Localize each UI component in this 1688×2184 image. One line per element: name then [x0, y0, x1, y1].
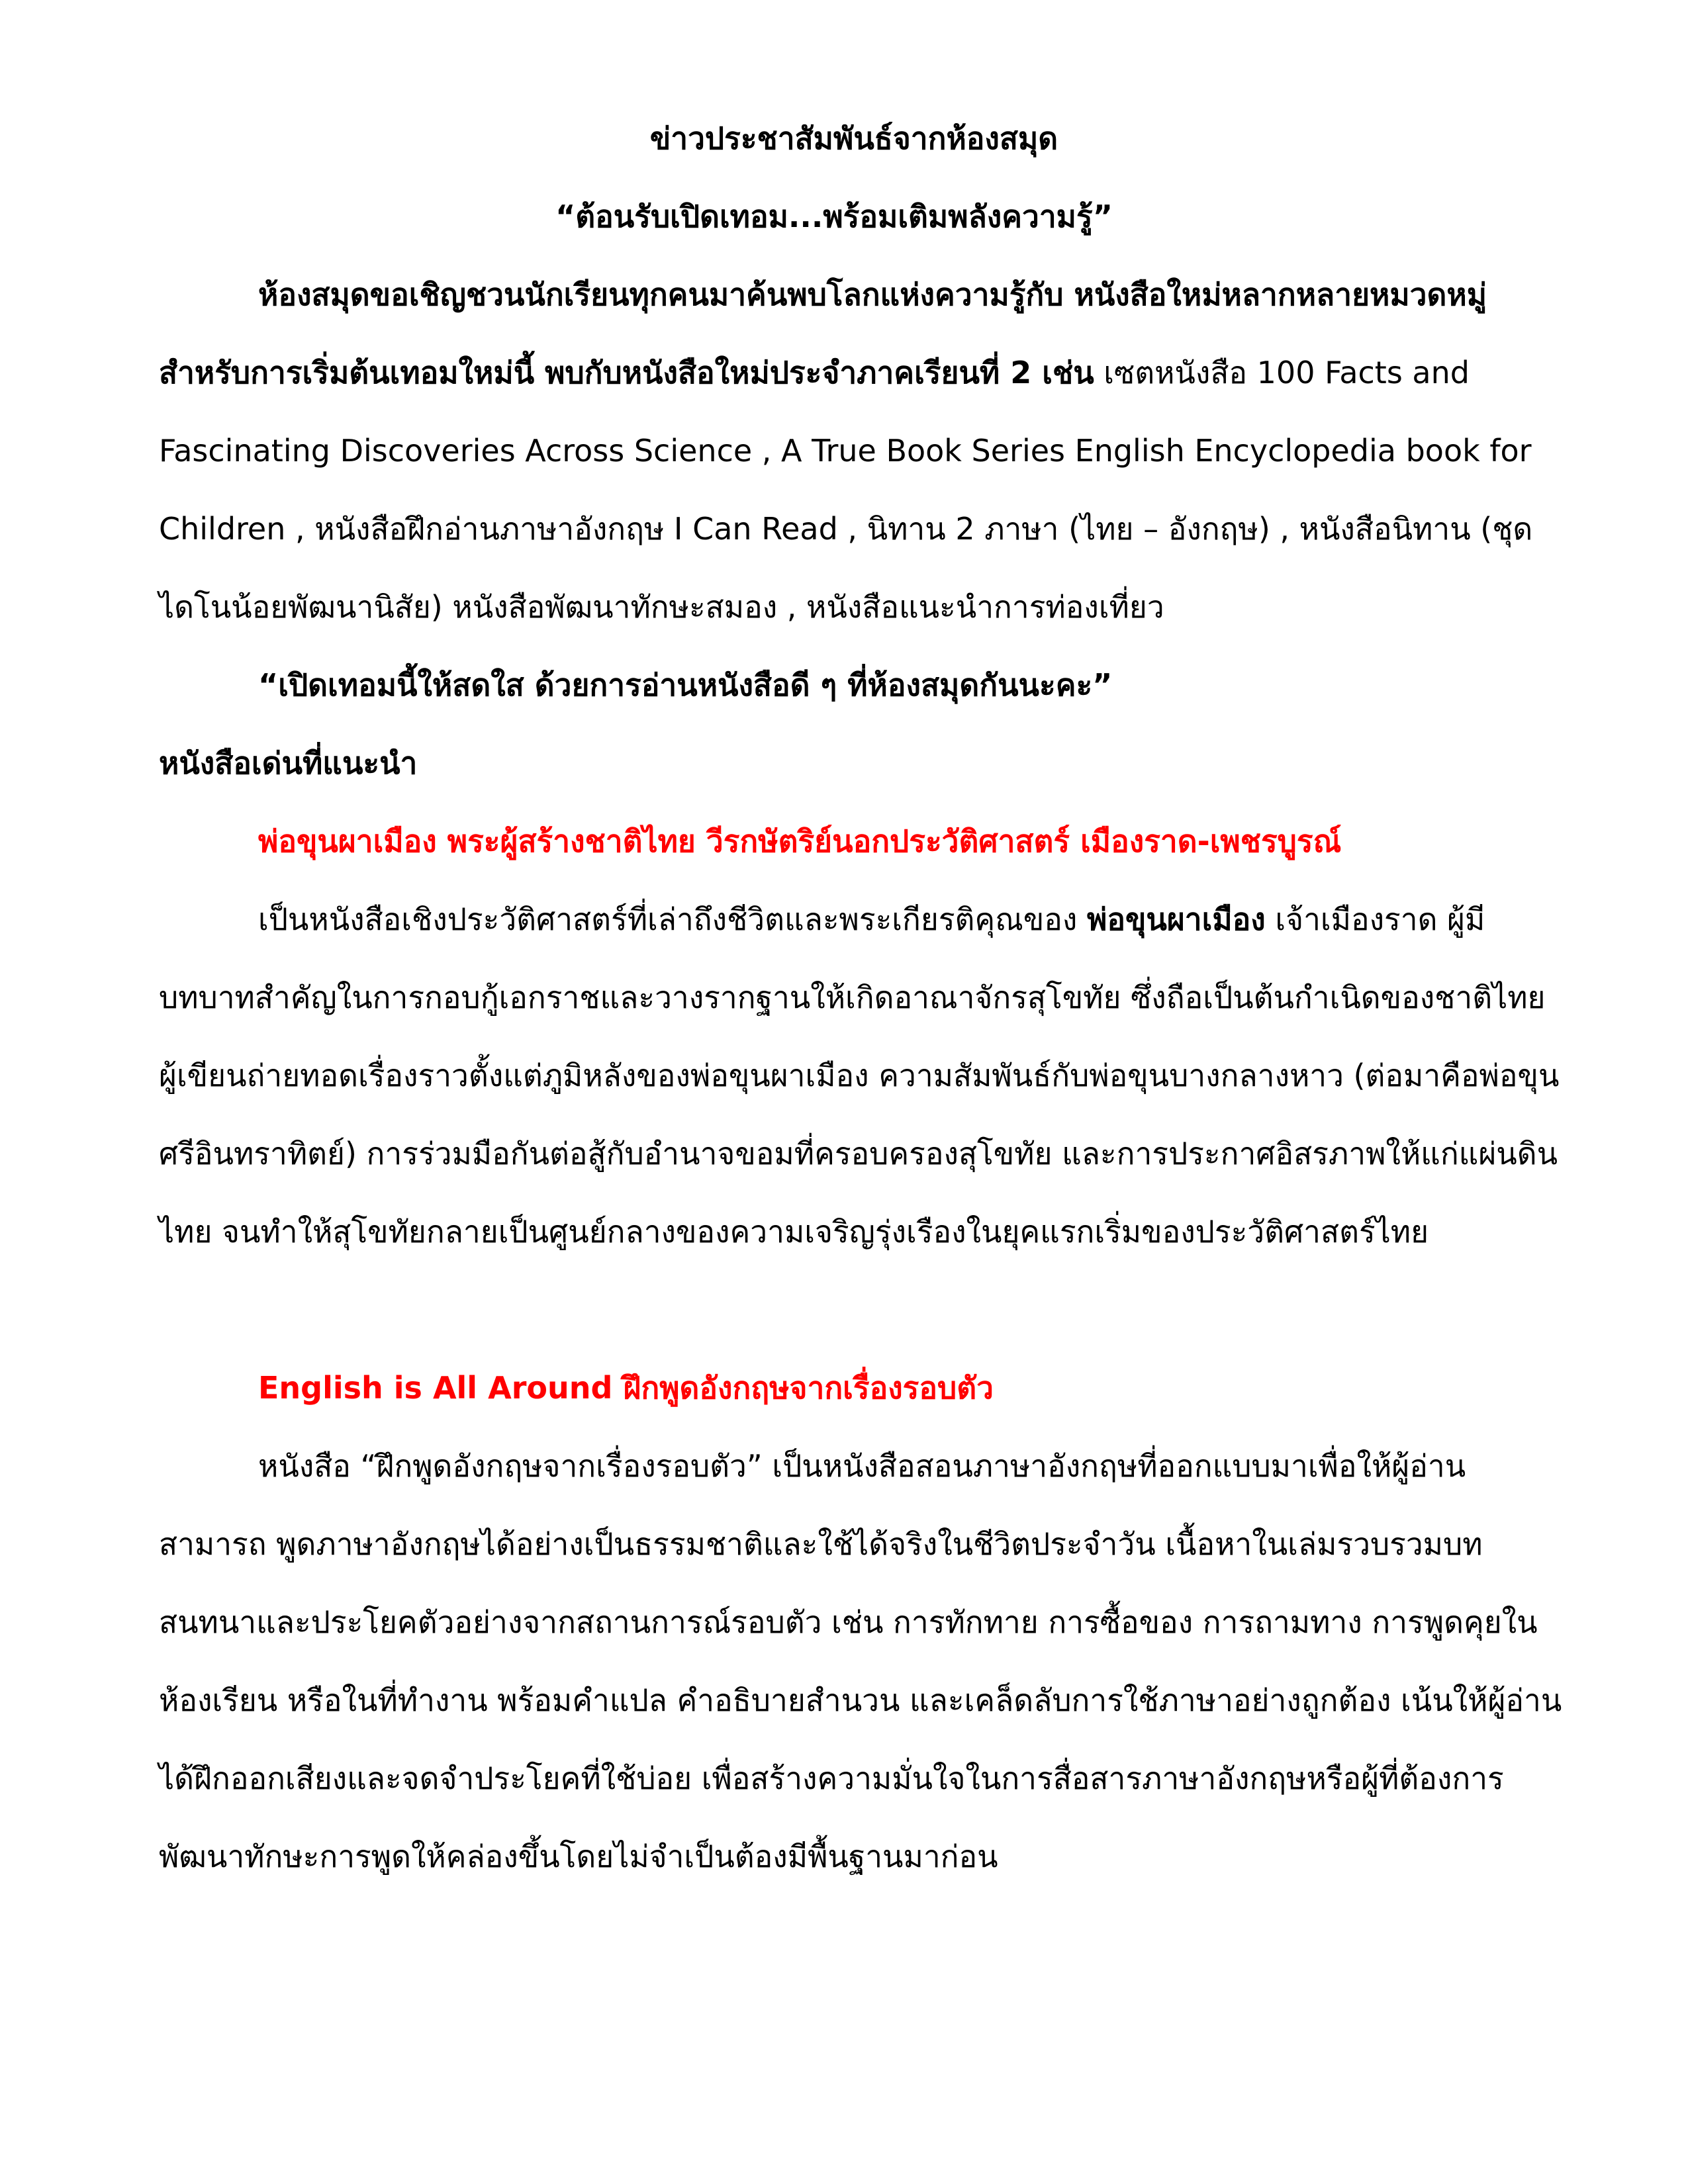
book1-desc-part2: เจ้าเมืองราด ผู้มีบทบาทสำคัญในการกอบกู้เอกราชและวางรากฐานให้เกิดอาณาจักรสุโขทัย ซึ่งถือเป็นต้นกำเนิดของชาติไทย ผู้เขียนถ่ายทอดเรื่องราวตั้งแต่ภูมิหลังของพ่อขุนผาเมือง ความสัมพันธ์กับพ่อขุนบางกลางหาว (ต่อมาคือพ่อขุนศรีอินทราทิตย์) การร่วมมือกันต่อสู้กับอำนาจขอมที่ครอบครองสุโขทัย และการประกาศอิสรภาพให้แก่แผ่นดินไทย จนทำให้สุโขทัยกลายเป็นศูนย์กลางของความเจริญรุ่งเรืองในยุคแรกเริ่มของประวัติศาสตร์ไทย	[159, 901, 1560, 1250]
book1-description	[159, 880, 1562, 1271]
intro-rest-text: เซตหนังสือ 100 Facts and Fascinating Discoveries Across Science , A True Book Series English Encyclopedia book for Children , หนังสือฝึกอ่านภาษาอังกฤษ I Can Read , นิทาน 2 ภาษา (ไทย – อังกฤษ) , หนังสือนิทาน (ชุดไดโนน้อยพัฒนานิสัย) หนังสือพัฒนาทักษะสมอง , หนังสือแนะนำการท่องเที่ยว	[159, 355, 1533, 625]
document-subtitle: “ต้อนรับเปิดเทอม...พร้อมเติมพลังความรู้”	[555, 199, 1113, 234]
slogan: “เปิดเทอมนี้ให้สดใส ด้วยการอ่านหนังสือดี ๆ ที่ห้องสมุดกันนะคะ”	[258, 667, 1113, 703]
book2-title: English is All Around ฝึกพูดอังกฤษจากเรื่องรอบตัว	[258, 1370, 994, 1406]
section-spacer	[159, 1271, 1562, 1349]
recommended-heading: หนังสือเด่นที่แนะนำ	[159, 745, 418, 781]
book1-desc-part1: เป็นหนังสือเชิงประวัติศาสตร์ที่เล่าถึงชีวิตและพระเกียรติคุณของ	[258, 901, 1087, 937]
book1-desc-bold: พ่อขุนผาเมือง	[1087, 901, 1266, 937]
document-title: ข่าวประชาสัมพันธ์จากห้องสมุด	[649, 120, 1058, 156]
book2-description: หนังสือ “ฝึกพูดอังกฤษจากเรื่องรอบตัว” เป็นหนังสือสอนภาษาอังกฤษที่ออกแบบมาเพื่อให้ผู้อ่านสามารถ พูดภาษาอังกฤษได้อย่างเป็นธรรมชาติและใช้ได้จริงในชีวิตประจำวัน เนื้อหาในเล่มรวบรวมบทสนทนาและประโยคตัวอย่างจากสถานการณ์รอบตัว เช่น การทักทาย การซื้อของ การถามทาง การพูดคุยในห้องเรียน หรือในที่ทำงาน พร้อมคำแปล คำอธิบายสำนวน และเคล็ดลับการใช้ภาษาอย่างถูกต้อง เน้นให้ผู้อ่านได้ฝึกออกเสียงและจดจำประโยคที่ใช้บ่อย เพื่อสร้างความมั่นใจในการสื่อสารภาษาอังกฤษหรือผู้ที่ต้องการพัฒนาทักษะการพูดให้คล่องขึ้นโดยไม่จำเป็นต้องมีพื้นฐานมาก่อน	[159, 1448, 1562, 1874]
intro-bold-text: ห้องสมุดขอเชิญชวนนักเรียนทุกคนมาค้นพบโลกแห่งความรู้กับ หนังสือใหม่หลากหลายหมวดหมู่ สำหรับการเริ่มต้นเทอมใหม่นี้ พบกับหนังสือใหม่ประจำภาคเรียนที่ 2 เช่น	[159, 277, 1487, 390]
intro-paragraph	[159, 255, 1562, 646]
book1-title: พ่อขุนผาเมือง พระผู้สร้างชาติไทย วีรกษัตริย์นอกประวัติศาสตร์ เมืองราด-เพชรบูรณ์	[258, 823, 1342, 859]
